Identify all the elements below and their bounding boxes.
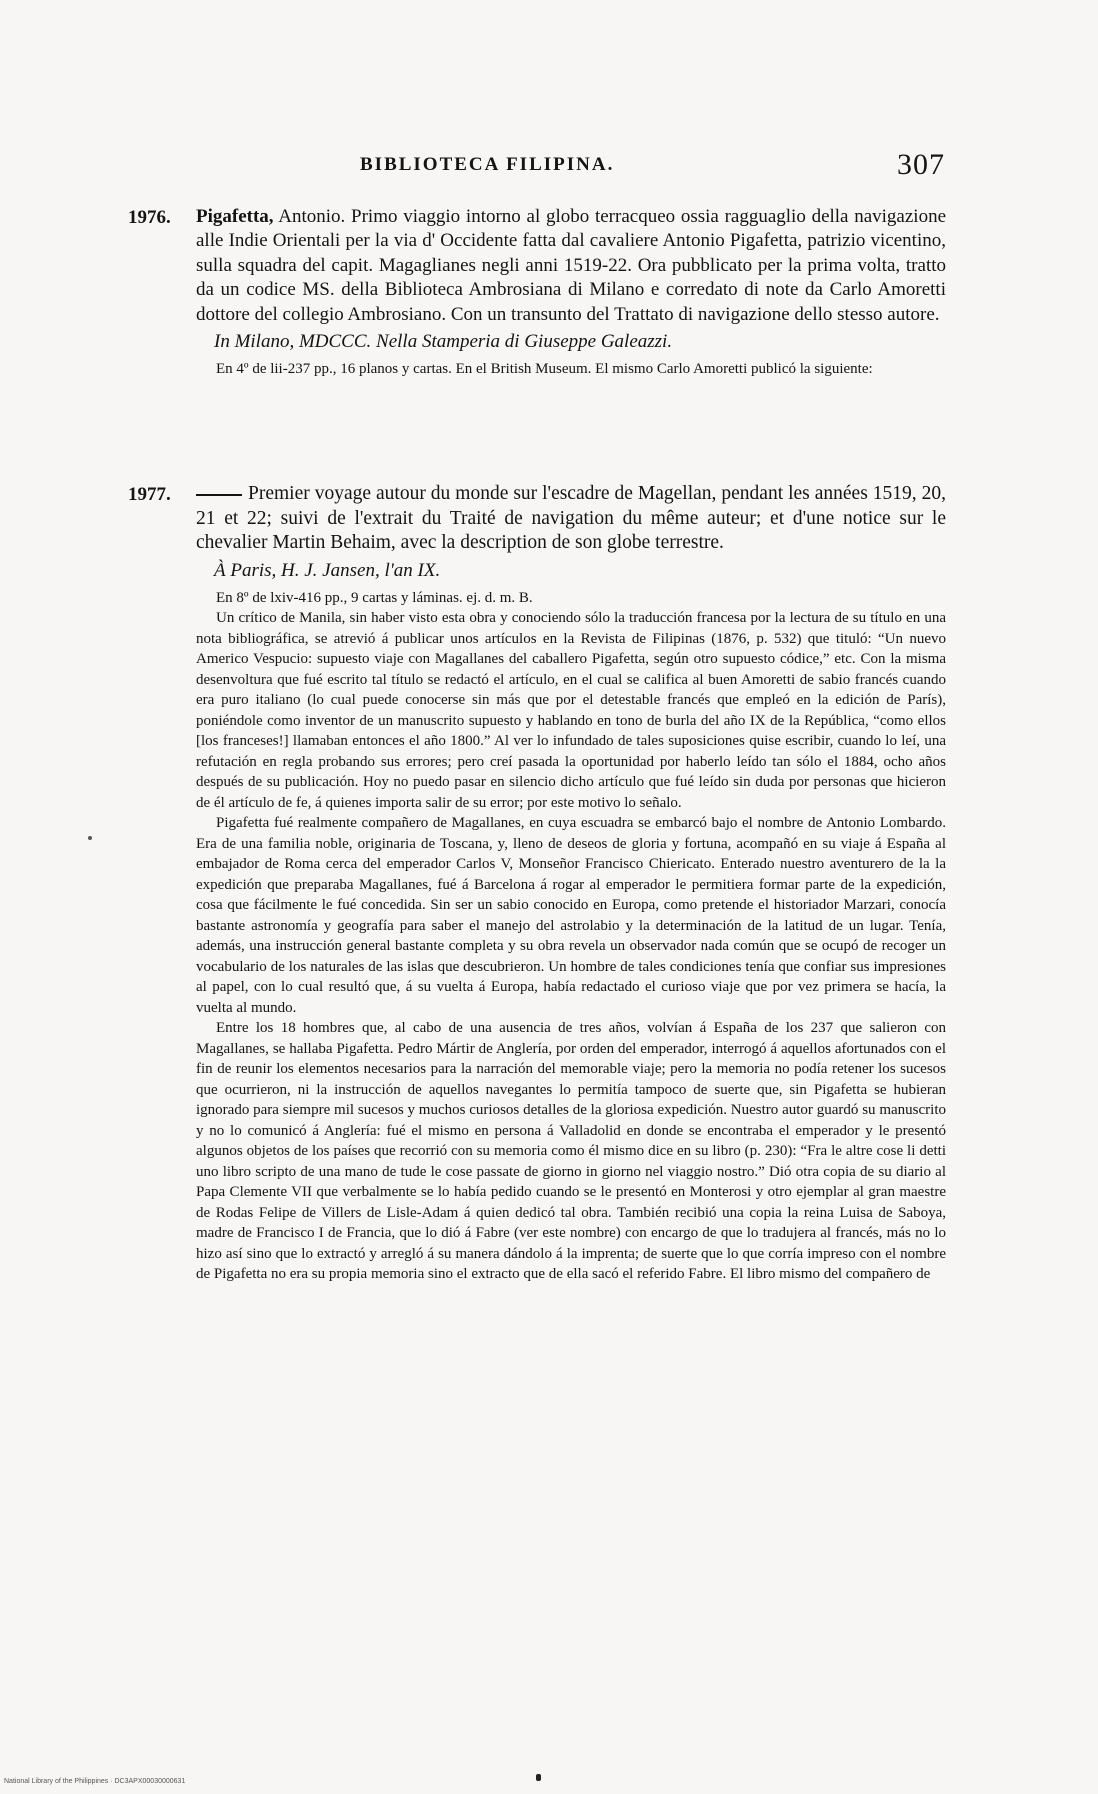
running-title: BIBLIOTECA FILIPINA.	[360, 154, 615, 175]
margin-mark	[88, 836, 92, 840]
entry-author: Pigafetta,	[196, 206, 274, 227]
entry-title-text: Primo viaggio intorno al globo terracqueo ossia ragguaglio della navigazione alle Indie Orientali per la via d' Occidente fatta dal cavaliere Antonio Pigafetta, patrizio vicentino, sulla squadra del capit. Magaglianes negli anni 1519-22. Ora pubblicato per la prima volta, tratto da un codice MS. della Biblioteca Ambrosiana di Milano e corredato di note da Carlo Amoretti dottore del collegio Ambrosiano. Con un transunto del Trattato di navigazione dello stesso autore.	[196, 206, 947, 325]
entry-title	[196, 205, 946, 327]
entry-title-text: Premier voyage autour du monde sur l'escadre de Magellan, pendant les années 1519, 20, 21 et 22; suivi de l'extrait du Traité de navigation du même auteur; et d'une notice sur le chevalier Martin Behaim, avec la description de son globe terrestre.	[196, 483, 946, 553]
collation-text: En 8º de lxiv-416 pp., 9 cartas y láminas. ej. d. m. B.	[216, 589, 533, 606]
entry-imprint: À Paris, H. J. Jansen, l'an IX.	[214, 559, 441, 581]
entry-title	[196, 482, 946, 556]
entry-imprint: In Milano, MDCCC. Nella Stamperia di Giuseppe Galeazzi.	[214, 331, 673, 353]
note-text: En 4º de lii-237 pp., 16 planos y cartas. En el British Museum. El mismo Carlo Amoretti publicó la siguiente:	[216, 361, 873, 378]
ditto-dash	[196, 494, 242, 496]
note-paragraph: Un crítico de Manila, sin haber visto esta obra y conociendo sólo la traducción francesa por la lectura de su título en una nota bibliográfica, se atrevió á publicar unos artículos en la Revista de Filipinas (1876, p. 532) que tituló: “Un nuevo Americo Vespucio: supuesto viaje con Magallanes del caballero Pigafetta, según otro supuesto códice,” etc. Con la misma desenvoltura que fué escrito tal título se redactó el artículo, en el cual se califica al buen Amoretti de sabio francés cuando era puro italiano (lo cual puede conocerse sin más que por el detestable francés que empleó en la edición de París), poniéndole como inventor de un manuscrito supuesto y hablando en tono de burla del año IX de la República, “como ellos [los franceses!] llamaban entonces el año 1800.” Al ver lo infundado de tales suposiciones quise escribir, cuando lo leí, una refutación en regla probando sus errores; pero creí pasada la oportunidad por haberlo leído tan sólo el 1884, ocho años después de su publicación. Hoy no puedo pasar en silencio dicho artículo que fué leído sin duda por personas que hicieron de él artículo de fe, á quienes importa salir de su error; por este motivo lo señalo.	[196, 610, 946, 811]
page-number: 307	[897, 148, 945, 181]
page-header	[200, 148, 945, 188]
entry-note	[196, 359, 946, 380]
page-dot	[536, 1774, 541, 1781]
entry-notes	[196, 588, 946, 1285]
entry-number: 1977.	[128, 484, 171, 505]
entry-author-rest: Antonio.	[278, 206, 346, 227]
entry-1977	[128, 482, 946, 1285]
note-paragraph: Pigafetta fué realmente compañero de Magallanes, en cuya escuadra se embarcó bajo el nombre de Antonio Lombardo. Era de una familia noble, originaria de Toscana, y, lleno de deseos de gloria y fortuna, acompañó en su viaje á España al embajador de Roma cerca del emperador Carlos V, Monseñor Francisco Chiericato. Enterado nuestro aventurero de la la expedición que preparaba Magallanes, fué á Barcelona á rogar al emperador le permitiera formar parte de la expedición, cosa que fácilmente le fué concedida. Sin ser un sabio conocido en Europa, como pretende el historiador Marzari, conocía bastante astronomía y geografía para saber el manejo del astrolabio y la determinación de la latitud de un lugar. Tenía, además, una instrucción general bastante completa y su obra revela un observador nada común que se ocupó de recoger un vocabulario de los naturales de las islas que descubrieron. Un hombre de tales condiciones tenía que confiar sus impresiones al papel, con lo cual resultó que, á su vuelta á Europa, había redactado el curioso viaje que por vez primera se hacía, la vuelta al mundo.	[196, 815, 946, 1016]
entry-number: 1976.	[128, 207, 171, 228]
entry-1976	[128, 205, 946, 380]
note-paragraph: Entre los 18 hombres que, al cabo de una ausencia de tres años, volvían á España de los 237 que salieron con Magallanes, se hallaba Pigafetta. Pedro Mártir de Anglería, por orden del emperador, interrogó á aquellos afortunados con el fin de reunir los elementos necesarios para la narración del memorable viaje; pero la memoria no podía retener los sucesos que ocurrieron, ni la instrucción de aquellos navegantes lo permitía tampoco de suerte que, sin Pigafetta se hubieran ignorado para siempre mil sucesos y muchos curiosos detalles de la gloriosa expedición. Nuestro autor guardó su manuscrito y no lo comunicó á Anglería: fué el mismo en persona á Valladolid en donde se encontraba el emperador y le presentó algunos objetos de los países que recorrió con su memoria como él mismo dice en su libro (p. 230): “Fra le altre cose li detti uno libro scripto de una mano de tude le cose passate de giorno in giorno nel viaggio nostro.” Dió otra copia de su diario al Papa Clemente VII que verbalmente se lo había pedido cuando se le presentó en Monterosi y otro ejemplar al gran maestre de Rodas Felipe de Villers de Lisle-Adam á quien dedicó tal obra. También recibió una copia la reina Luisa de Saboya, madre de Francisco I de Francia, que lo dió á Fabre (ver este nombre) con encargo de que lo tradujera al francés, más no lo hizo así sino que lo extractó y arregló á su manera dándolo á la imprenta; de suerte que lo que corría impreso con el nombre de Pigafetta no era su propia memoria sino el extracto que de ella sacó el referido Fabre. El libro mismo del compañero de	[196, 1020, 946, 1282]
footer-credit: National Library of the Philippines · DC3APX00030000631	[4, 1778, 186, 1785]
